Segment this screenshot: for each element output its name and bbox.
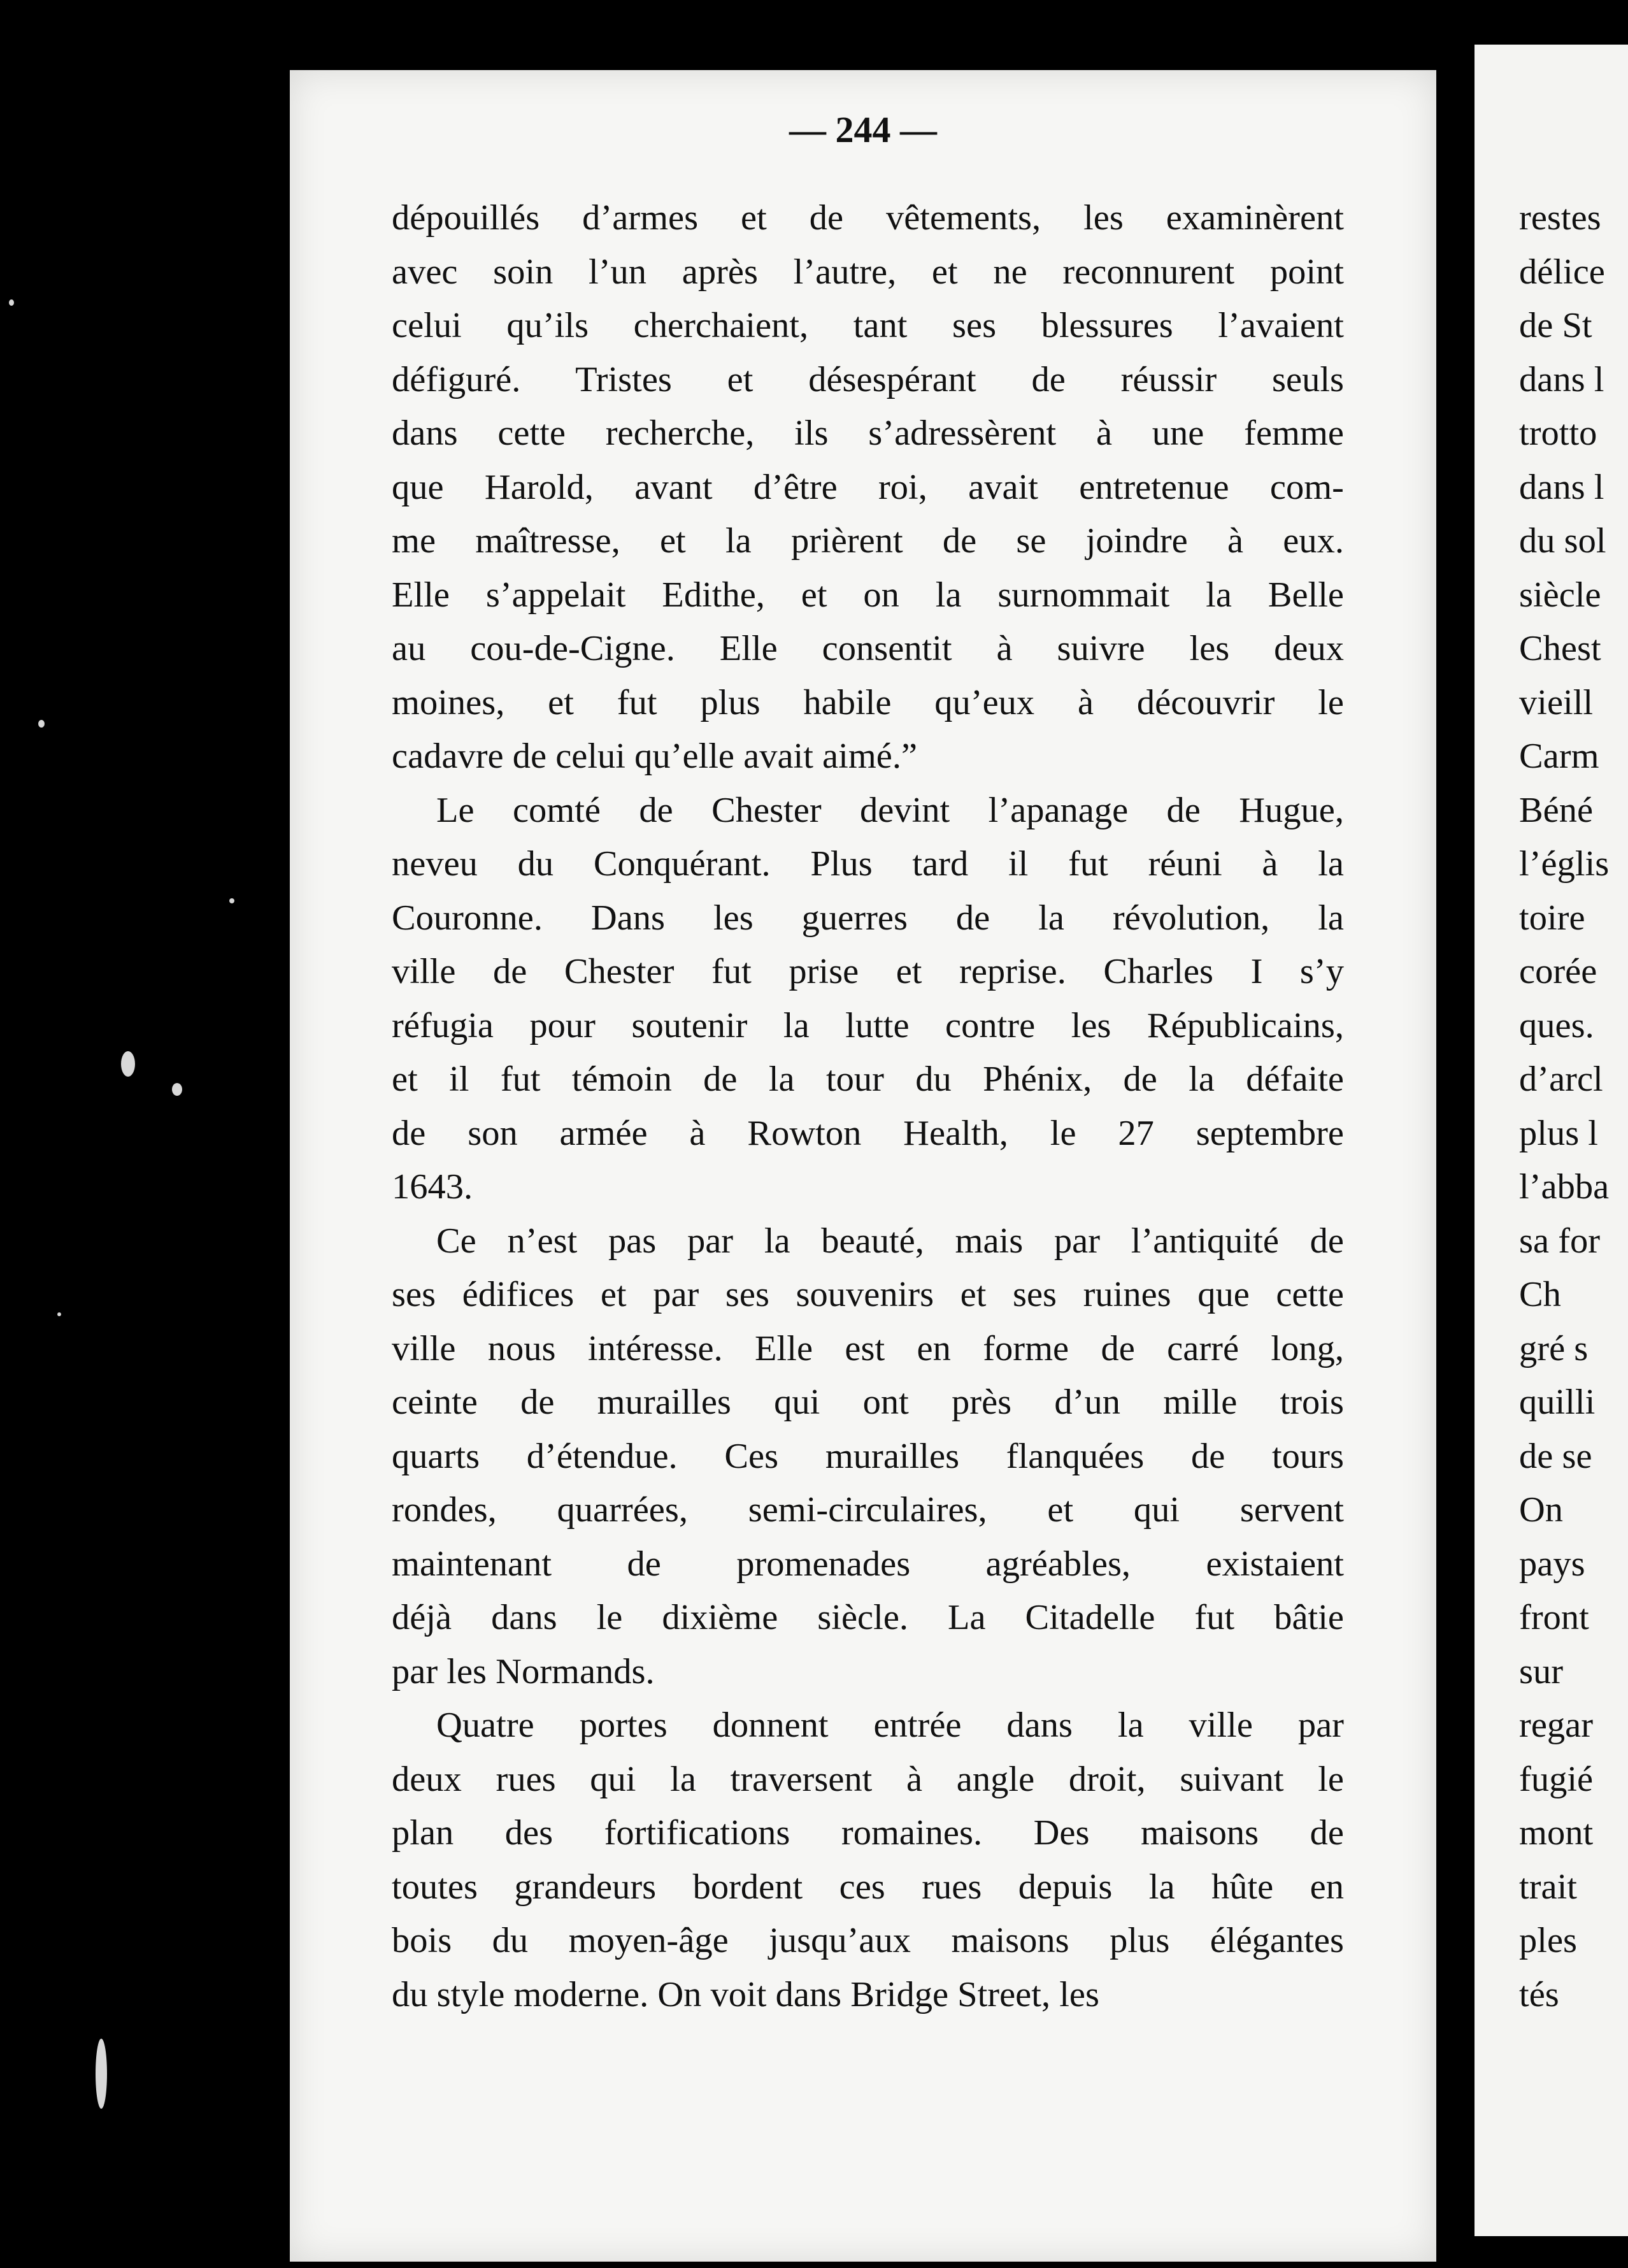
text-line: ceinte de murailles qui ont près d’un mille trois — [392, 1382, 1344, 1422]
facing-text-fragment: pays — [1519, 1544, 1585, 1584]
facing-text-fragment: vieill — [1519, 682, 1594, 722]
facing-text-fragment: trait — [1519, 1867, 1577, 1907]
text-line: ses édifices et par ses souvenirs et ses ruines que cette — [392, 1275, 1344, 1314]
facing-text-fragment: sur — [1519, 1651, 1564, 1691]
text-line: 1643. — [392, 1167, 473, 1207]
text-line: deux rues qui la traversent à angle droit, suivant le — [392, 1759, 1344, 1799]
book-page — [290, 70, 1436, 2262]
facing-text-fragment: ques. — [1519, 1005, 1594, 1045]
facing-text-fragment: Ch — [1519, 1275, 1561, 1314]
text-line: du style moderne. On voit dans Bridge Street, les — [392, 1974, 1099, 2014]
text-line: maintenant de promenades agréables, existaient — [392, 1544, 1344, 1584]
paragraph — [392, 191, 1344, 784]
facing-text-fragment: Carm — [1519, 736, 1599, 776]
text-line: et il fut témoin de la tour du Phénix, de la défaite — [392, 1059, 1344, 1099]
text-line: de son armée à Rowton Health, le 27 septembre — [392, 1113, 1344, 1153]
facing-text-fragment: de se — [1519, 1436, 1592, 1476]
text-line: celui qu’ils cherchaient, tant ses blessures l’avaient — [392, 306, 1344, 345]
facing-text-fragment: regar — [1519, 1705, 1594, 1745]
facing-text-fragment: ples — [1519, 1921, 1578, 1960]
text-line: dans cette recherche, ils s’adressèrent à une femme — [392, 413, 1344, 453]
text-line: Le comté de Chester devint l’apanage de Hugue, — [436, 790, 1344, 830]
text-line: Couronne. Dans les guerres de la révolution, la — [392, 898, 1344, 938]
facing-text-fragment: corée — [1519, 952, 1597, 991]
facing-text-fragment: du sol — [1519, 521, 1606, 561]
facing-text-fragment: d’arcl — [1519, 1059, 1603, 1099]
page-number: — 244 — — [789, 109, 937, 150]
text-line: plan des fortifications romaines. Des maisons de — [392, 1813, 1344, 1853]
facing-text-fragment: fugié — [1519, 1759, 1594, 1799]
page-gutter — [1436, 0, 1474, 2268]
paragraph — [392, 1214, 1344, 1699]
text-line: au cou-de-Cigne. Elle consentit à suivre les deux — [392, 629, 1344, 668]
facing-text-fragment: délice — [1519, 252, 1605, 292]
text-line: ville nous intéresse. Elle est en forme de carré long, — [392, 1328, 1344, 1368]
text-line: me maîtresse, et la prièrent de se joindre à eux. — [392, 521, 1344, 561]
text-line: Elle s’appelait Edithe, et on la surnommait la Belle — [392, 575, 1344, 615]
facing-text-fragment: trotto — [1519, 413, 1597, 453]
text-line: rondes, quarrées, semi-circulaires, et qui servent — [392, 1490, 1344, 1530]
facing-text-fragment: siècle — [1519, 575, 1601, 615]
text-line: dépouillés d’armes et de vêtements, les examinèrent — [392, 198, 1344, 238]
facing-text-fragment: mont — [1519, 1813, 1594, 1853]
text-line: toutes grandeurs bordent ces rues depuis la hûte en — [392, 1867, 1344, 1907]
text-line: Ce n’est pas par la beauté, mais par l’antiquité de — [436, 1221, 1344, 1261]
text-line: bois du moyen-âge jusqu’aux maisons plus élégantes — [392, 1921, 1344, 1960]
text-line: réfugia pour soutenir la lutte contre les Républicains, — [392, 1005, 1344, 1045]
facing-text-fragment: tés — [1519, 1974, 1559, 2014]
text-line: quarts d’étendue. Ces murailles flanquées de tours — [392, 1436, 1344, 1476]
body-text — [392, 191, 1344, 2021]
facing-text-fragment: Chest — [1519, 629, 1601, 668]
facing-text-fragment: l’abba — [1519, 1167, 1610, 1207]
facing-page-text — [1519, 191, 1609, 2021]
paragraph — [392, 784, 1344, 1214]
facing-page — [1474, 45, 1628, 2236]
text-line: avec soin l’un après l’autre, et ne reconnurent point — [392, 252, 1344, 292]
facing-text-fragment: dans l — [1519, 467, 1604, 507]
facing-text-fragment: restes — [1519, 198, 1601, 238]
facing-text-fragment: gré s — [1519, 1328, 1589, 1368]
text-line: par les Normands. — [392, 1651, 655, 1691]
paragraph — [392, 1698, 1344, 2021]
facing-text-fragment: quilli — [1519, 1382, 1596, 1422]
text-line: défiguré. Tristes et désespérant de réussir seuls — [392, 359, 1344, 399]
text-line: moines, et fut plus habile qu’eux à découvrir le — [392, 682, 1344, 722]
facing-text-fragment: toire — [1519, 898, 1585, 938]
text-line: Quatre portes donnent entrée dans la ville par — [436, 1705, 1344, 1745]
facing-text-fragment: front — [1519, 1598, 1589, 1637]
facing-text-fragment: de St — [1519, 306, 1592, 345]
facing-text-fragment: sa for — [1519, 1221, 1601, 1261]
text-line: que Harold, avant d’être roi, avait entretenue com- — [392, 467, 1344, 507]
text-line: cadavre de celui qu’elle avait aimé.” — [392, 736, 918, 776]
facing-text-fragment: Béné — [1519, 790, 1594, 830]
facing-text-fragment: l’églis — [1519, 844, 1610, 884]
facing-text-fragment: plus l — [1519, 1113, 1599, 1153]
text-line: déjà dans le dixième siècle. La Citadelle fut bâtie — [392, 1598, 1344, 1637]
facing-text-fragment: dans l — [1519, 359, 1604, 399]
text-line: ville de Chester fut prise et reprise. Charles I s’y — [392, 952, 1344, 991]
facing-text-fragment: On — [1519, 1490, 1564, 1530]
text-line: neveu du Conquérant. Plus tard il fut réuni à la — [392, 844, 1344, 884]
